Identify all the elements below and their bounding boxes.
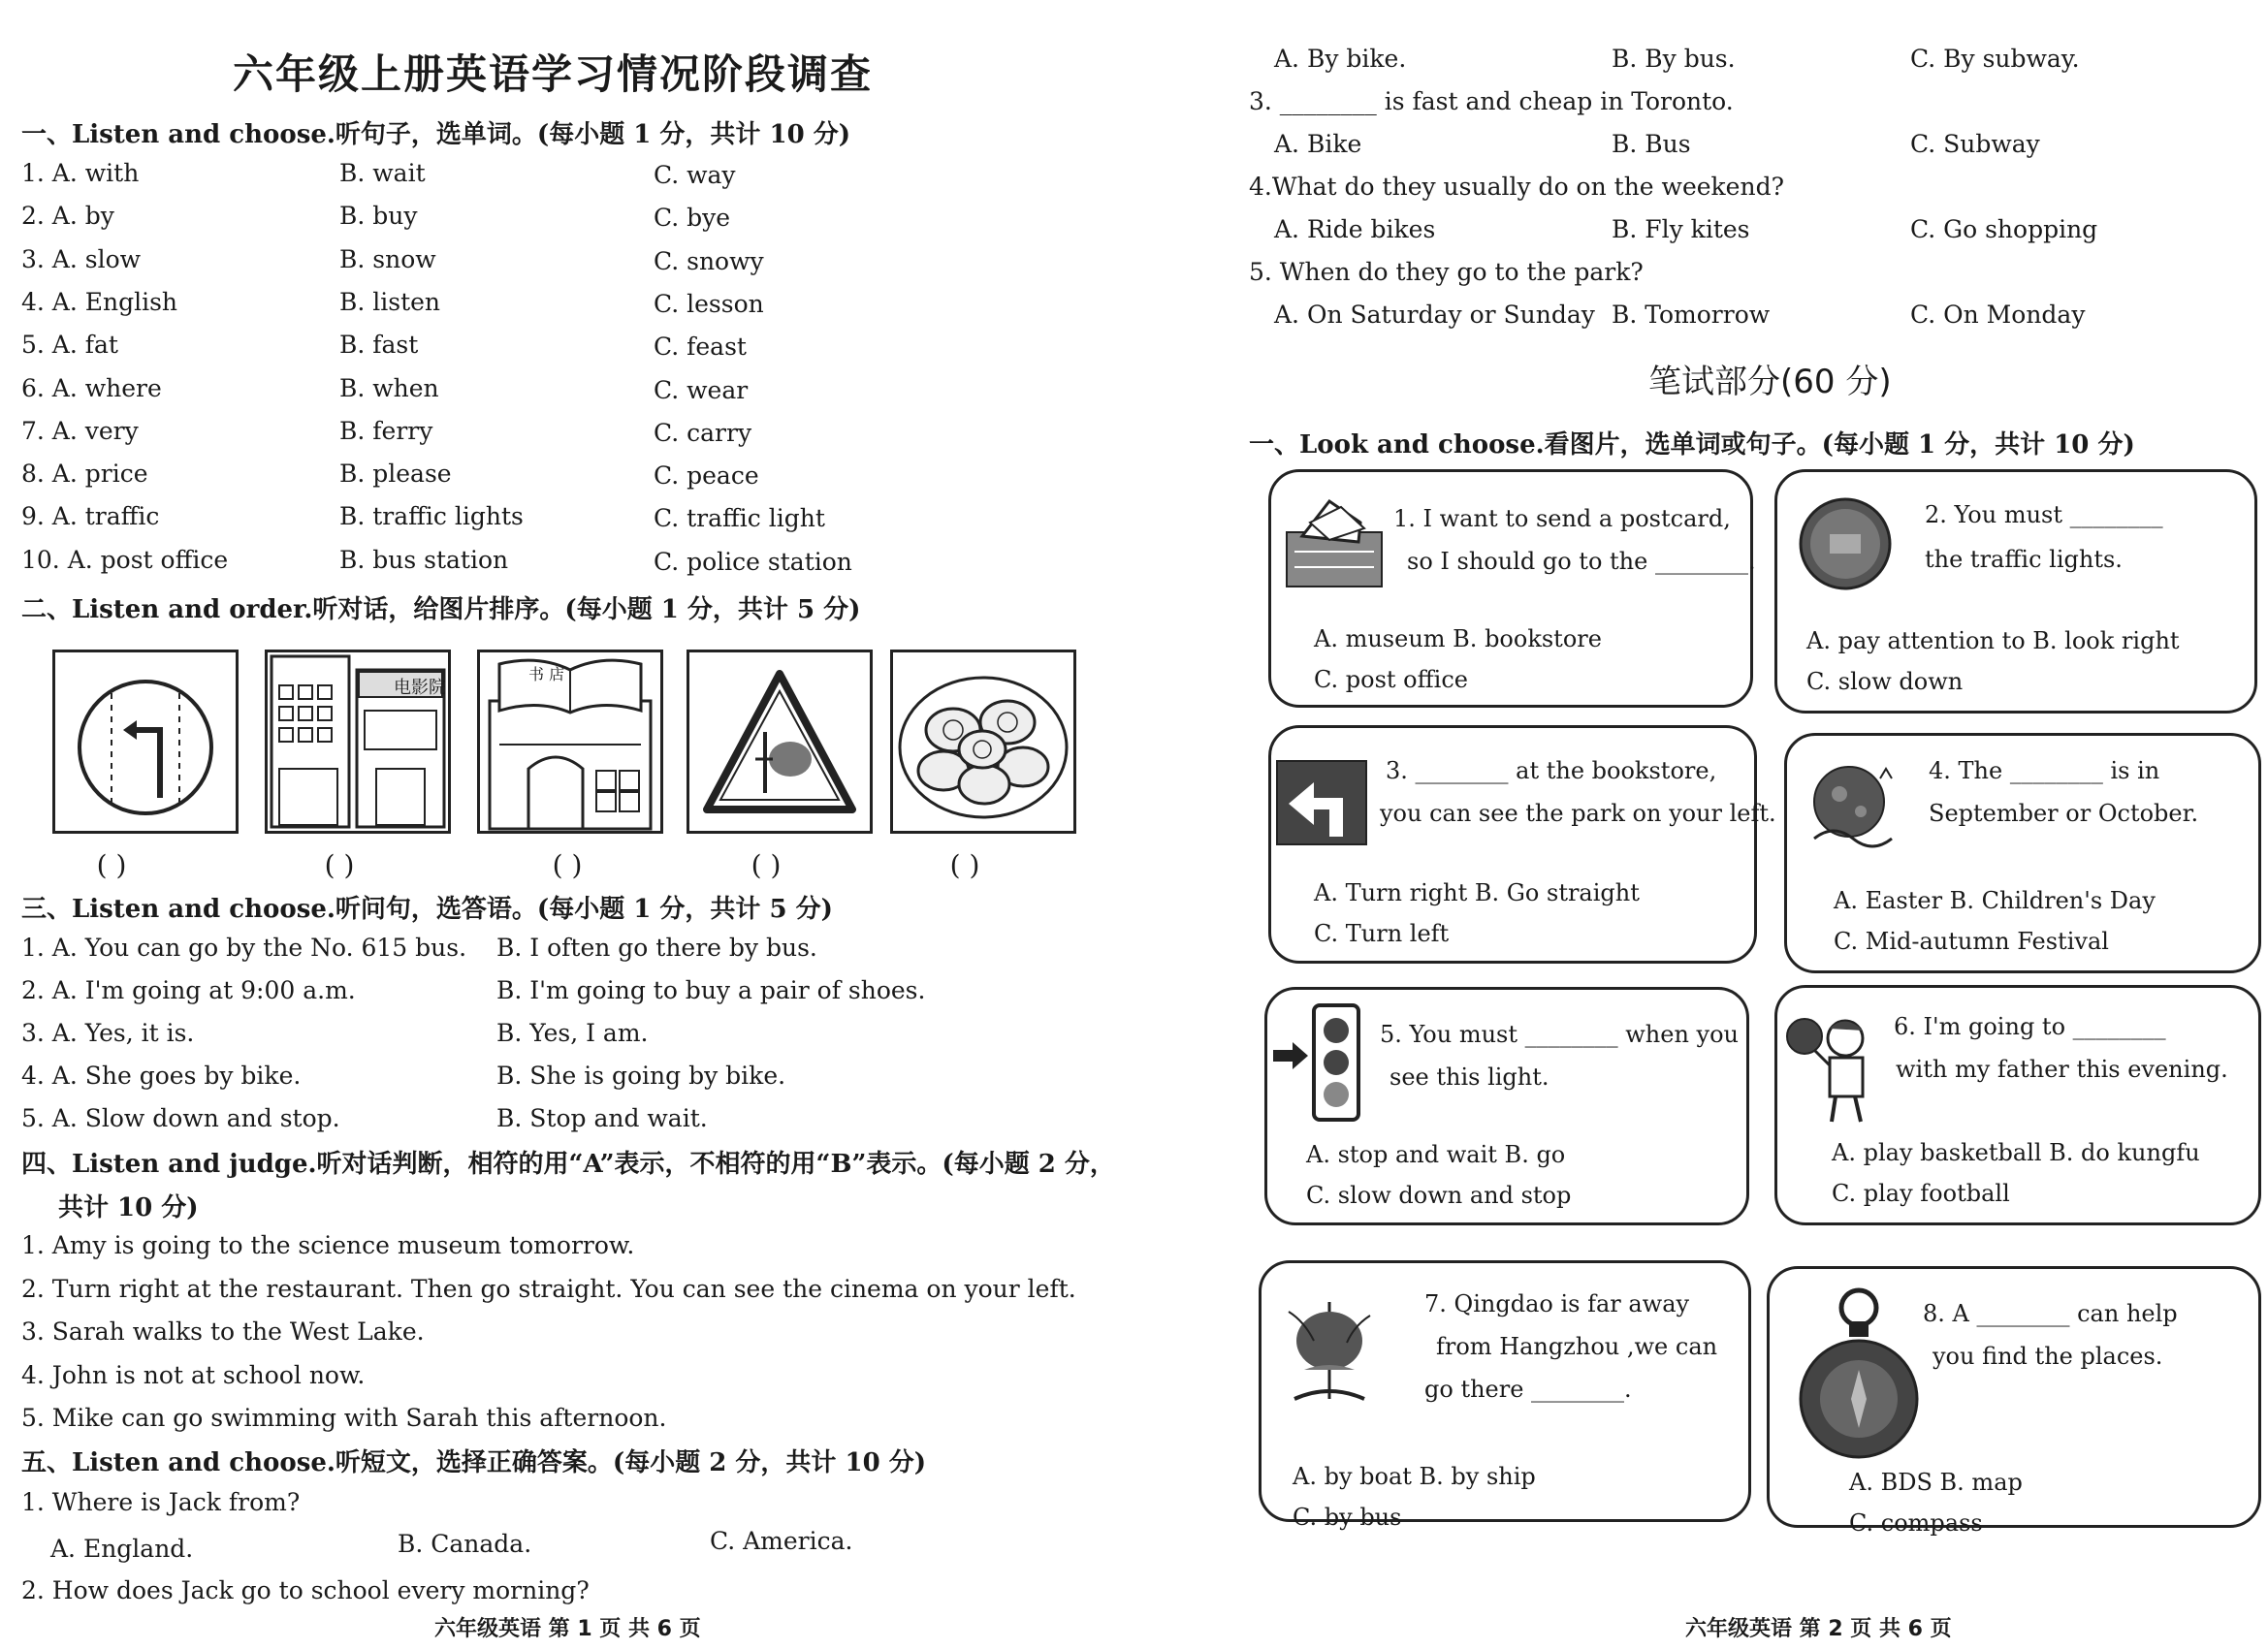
option-b: B. bus station [339, 545, 509, 574]
card-question-line-2: you find the places. [1933, 1343, 2163, 1370]
option-c: C. lesson [654, 289, 764, 318]
card-options-1: A. Easter B. Children's Day [1834, 887, 2156, 914]
card-options-2: C. post office [1314, 666, 1468, 693]
page-title: 六年级上册英语学习情况阶段调查 [232, 50, 873, 98]
option-c: C. wear [654, 375, 749, 404]
page-footer: 六年级英语 第 2 页 共 6 页 [1685, 1617, 1952, 1641]
question-text: 2. How does Jack go to school every morning? [21, 1576, 590, 1604]
option-a: A. Ride bikes [1274, 215, 1436, 243]
post-office-icon [1281, 493, 1388, 596]
card-options-1: A. by boat B. by ship [1293, 1463, 1536, 1490]
section-3-heading: 三、Listen and choose.听问句，选答语。(每小题 1 分，共计 5 分) [21, 895, 833, 924]
option-b: B. buy [339, 202, 418, 231]
option-b: B. I often go there by bus. [496, 934, 817, 962]
card-options-2: C. Mid-autumn Festival [1834, 928, 2109, 955]
card-question-line-1: 5. You must ________ when you [1380, 1021, 1740, 1048]
card-question-line-1: 7. Qingdao is far away [1424, 1290, 1690, 1317]
option-b: B. snow [339, 244, 436, 273]
option-c: C. snowy [654, 246, 764, 275]
moon-festival-icon [1805, 761, 1905, 864]
option-a: 8. A. price [21, 460, 148, 489]
question-text: 1. Where is Jack from? [21, 1488, 301, 1516]
statement: 4. John is not at school now. [21, 1360, 366, 1389]
option-a: A. Bike [1274, 130, 1362, 158]
card-question-line-2: September or October. [1929, 800, 2199, 827]
option-b: B. listen [339, 287, 441, 316]
option-b: B. Tomorrow [1612, 301, 1771, 329]
card-options-2: C. Turn left [1314, 920, 1450, 947]
card-options-2: C. by bus [1293, 1504, 1402, 1531]
option-c: C. bye [654, 204, 731, 233]
option-a: 2. A. I'm going at 9:00 a.m. [21, 976, 356, 1004]
option-a: 3. A. Yes, it is. [21, 1019, 195, 1047]
card-question-line-2: see this light. [1390, 1063, 1549, 1091]
card-question-line-1: 3. ________ at the bookstore, [1386, 757, 1717, 784]
card-options-1: A. Turn right B. Go straight [1314, 879, 1640, 906]
question-card-8 [1767, 1266, 2261, 1537]
section-2-heading: 二、Listen and order.听对话，给图片排序。(每小题 1 分，共计 5 分) [21, 595, 861, 624]
option-b: B. when [339, 373, 439, 402]
card-question-line-1: 2. You must ________ [1925, 501, 2163, 528]
card-question-line-1: 4. The ________ is in [1929, 757, 2160, 784]
card-question-line-2: so I should go to the ________. [1407, 548, 1756, 575]
boy-basketball-icon [1785, 1009, 1878, 1131]
cinema-sign: 电影院 [394, 678, 446, 698]
option-b: B. Stop and wait. [496, 1104, 708, 1132]
card-options-1: A. stop and wait B. go [1306, 1141, 1566, 1168]
option-b: B. Canada. [398, 1530, 532, 1558]
card-question-line-2: with my father this evening. [1896, 1056, 2228, 1083]
card-options-1: A. BDS B. map [1849, 1469, 2023, 1496]
option-b: B. fast [339, 331, 419, 360]
option-a: 4. A. English [21, 287, 178, 316]
option-a: A. England. [50, 1535, 194, 1563]
option-b: B. traffic lights [339, 502, 524, 531]
question-card-4 [1784, 733, 2261, 973]
option-c: C. By subway. [1910, 45, 2080, 73]
question-card-5 [1264, 987, 1749, 1225]
card-question-line-2: the traffic lights. [1925, 546, 2123, 573]
statement: 5. Mike can go swimming with Sarah this afternoon. [21, 1404, 667, 1432]
answer-blank[interactable]: ( ) [751, 849, 782, 881]
option-a: 1. A. with [21, 159, 140, 187]
option-c: C. Go shopping [1910, 215, 2098, 243]
answer-blank[interactable]: ( ) [949, 849, 980, 881]
answer-blank[interactable]: ( ) [552, 849, 583, 881]
traffic-sign-icon [1795, 493, 1896, 600]
section-4-heading: 四、Listen and judge.听对话判断，相符的用“A”表示，不相符的用“B”表示。(每小题 2 分， [21, 1150, 1115, 1179]
option-b: B. She is going by bike. [496, 1062, 786, 1090]
page-2 [1134, 0, 2268, 1650]
option-b: B. wait [339, 159, 426, 187]
option-a: 9. A. traffic [21, 502, 160, 531]
card-options-1: A. pay attention to B. look right [1806, 627, 2180, 654]
traffic-light-icon [1269, 1000, 1376, 1131]
card-options-1: A. museum B. bookstore [1314, 625, 1602, 652]
warning-sign-image [687, 650, 873, 834]
statement: 3. Sarah walks to the West Lake. [21, 1317, 425, 1346]
option-b: B. Bus [1612, 130, 1691, 158]
option-a: 4. A. She goes by bike. [21, 1062, 302, 1090]
card-options-2: C. slow down and stop [1306, 1182, 1572, 1209]
question-card-7 [1259, 1260, 1751, 1531]
card-options-2: C. play football [1832, 1180, 2010, 1207]
compass-icon [1799, 1283, 1919, 1473]
card-question-line-2: you can see the park on your left. [1380, 800, 1776, 827]
option-a: 5. A. Slow down and stop. [21, 1104, 340, 1132]
card-options-2: C. compass [1849, 1509, 1983, 1537]
option-c: C. carry [654, 418, 752, 447]
option-a: 5. A. fat [21, 331, 118, 360]
answer-blank[interactable]: ( ) [324, 849, 355, 881]
option-c: C. feast [654, 333, 747, 362]
section-5-heading: 五、Listen and choose.听短文，选择正确答案。(每小题 2 分，共计 10 分) [21, 1448, 927, 1477]
option-a: 1. A. You can go by the No. 615 bus. [21, 934, 467, 962]
question-card-6 [1774, 985, 2261, 1225]
card-question-line-1: 1. I want to send a postcard, [1393, 505, 1731, 532]
cinema-building-image [265, 650, 451, 834]
option-c: C. Subway [1910, 130, 2040, 158]
turn-left-sign-image [52, 650, 239, 834]
option-a: 3. A. slow [21, 244, 142, 273]
option-c: C. peace [654, 461, 759, 491]
option-c: C. America. [710, 1527, 853, 1555]
card-options-2: C. slow down [1806, 668, 1964, 695]
written-section-title: 笔试部分(60 分) [1648, 363, 1892, 401]
option-b: B. ferry [339, 416, 433, 445]
option-a: 10. A. post office [21, 545, 229, 574]
question-card-2 [1774, 469, 2257, 714]
option-c: C. way [654, 161, 736, 189]
card-question-line-2: from Hangzhou ,we can [1436, 1333, 1718, 1360]
option-b: B. Fly kites [1612, 215, 1750, 243]
option-b: B. please [339, 460, 452, 489]
card-question-line-3: go there ________. [1424, 1376, 1632, 1403]
answer-blank[interactable]: ( ) [96, 849, 127, 881]
book-sign: 书 店 [528, 665, 565, 683]
card-options-1: A. play basketball B. do kungfu [1832, 1139, 2200, 1166]
page-footer: 六年级英语 第 1 页 共 6 页 [434, 1617, 701, 1641]
question-text: 3. ________ is fast and cheap in Toronto. [1249, 87, 1734, 115]
section-4-heading-cont: 共计 10 分) [58, 1193, 199, 1222]
option-c: C. On Monday [1910, 301, 2086, 329]
option-b: B. I'm going to buy a pair of shoes. [496, 976, 926, 1004]
option-c: C. police station [654, 547, 852, 576]
option-a: 7. A. very [21, 416, 139, 445]
question-card-3 [1268, 725, 1776, 964]
mooncakes-image [890, 650, 1076, 834]
turn-left-arrow-icon [1275, 759, 1368, 852]
question-card-1 [1268, 469, 1756, 708]
written-section-1-heading: 一、Look and choose.看图片，选单词或句子。(每小题 1 分，共计 10 分) [1249, 430, 2135, 460]
statement: 1. Amy is going to the science museum tomorrow. [21, 1231, 635, 1259]
option-c: C. traffic light [654, 504, 825, 533]
option-a: A. On Saturday or Sunday [1274, 301, 1595, 329]
bookstore-image [477, 650, 663, 834]
option-a: 6. A. where [21, 373, 162, 402]
statement: 2. Turn right at the restaurant. Then go straight. You can see the cinema on your left. [21, 1274, 1076, 1303]
card-question-line-1: 6. I'm going to ________ [1894, 1013, 2166, 1040]
option-b: B. Yes, I am. [496, 1019, 649, 1047]
option-b: B. By bus. [1612, 45, 1736, 73]
question-text: 5. When do they go to the park? [1249, 258, 1644, 286]
qingdao-landmark-icon [1275, 1292, 1384, 1414]
card-question-line-1: 8. A ________ can help [1923, 1300, 2178, 1327]
question-text: 4.What do they usually do on the weekend? [1249, 173, 1784, 201]
option-a: 2. A. by [21, 202, 114, 231]
section-1-heading: 一、Listen and choose.听句子，选单词。(每小题 1 分，共计 10 分) [21, 120, 851, 149]
option-a: A. By bike. [1274, 45, 1407, 73]
